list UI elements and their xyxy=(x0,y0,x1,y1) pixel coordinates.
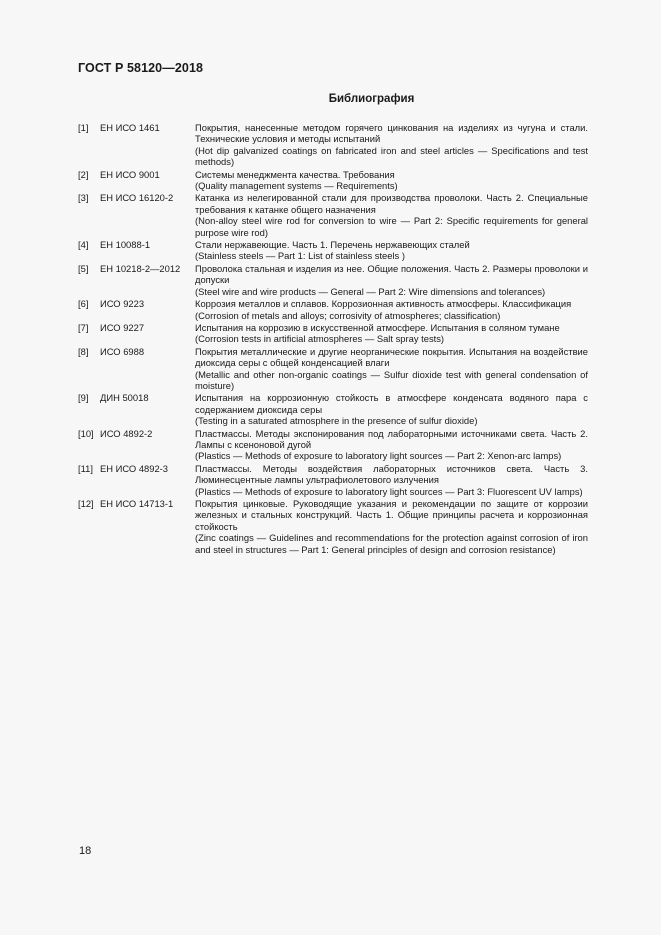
ref-title-ru: Покрытия металлические и другие неорганические покрытия. Испытания на воздействие диоксида серы с общей конденсацией влаги xyxy=(195,345,588,369)
bibliography-item xyxy=(78,463,588,497)
ref-number: [6] xyxy=(78,298,89,310)
ref-number: [5] xyxy=(78,262,89,274)
ref-title-en: (Non-alloy steel wire rod for conversion to wire — Part 2: Specific requirements for general purpose wire rod) xyxy=(195,215,588,238)
bibliography-item xyxy=(78,169,588,192)
ref-code: ИСО 9227 xyxy=(100,321,145,333)
ref-code: ЕН ИСО 16120-2 xyxy=(100,192,174,204)
ref-title-ru: Системы менеджмента качества. Требования xyxy=(195,168,395,180)
ref-title-en: (Quality management systems — Requirements) xyxy=(195,180,398,192)
ref-title-en: (Metallic and other non-organic coatings — Sulfur dioxide test with general condensation of moisture) xyxy=(195,368,588,391)
ref-title-en: (Corrosion tests in artificial atmospheres — Salt spray tests) xyxy=(195,333,445,345)
ref-number: [4] xyxy=(78,239,89,251)
ref-title-ru: Стали нержавеющие. Часть 1. Перечень нержавеющих сталей xyxy=(195,239,470,251)
ref-number: [10] xyxy=(78,427,94,439)
page-number: 18 xyxy=(79,845,92,857)
bibliography-list xyxy=(78,122,588,556)
bibliography-item xyxy=(78,428,588,462)
ref-number: [8] xyxy=(78,345,89,357)
ref-code: ИСО 6988 xyxy=(100,345,145,357)
ref-code: ЕН ИСО 1461 xyxy=(100,122,160,133)
ref-number: [3] xyxy=(78,192,89,204)
ref-number: [11] xyxy=(78,462,93,474)
ref-code: ИСО 4892-2 xyxy=(100,427,153,439)
ref-title-ru: Испытания на коррозию в искусственной атмосфере. Испытания в соляном тумане xyxy=(195,321,560,333)
ref-title-en: (Zinc coatings — Guidelines and recommendations for the protection against corrosion of iron and steel in structures — Part 1: General principles of design and corrosion resistance) xyxy=(195,532,588,555)
ref-code: ДИН 50018 xyxy=(100,392,149,404)
ref-title-ru: Коррозия металлов и сплавов. Коррозионная активность атмосферы. Классификация xyxy=(195,298,572,310)
ref-number: [2] xyxy=(78,168,89,180)
ref-title-ru: Катанка из нелегированной стали для производства проволоки. Часть 2. Специальные требования к катанке общего назначения xyxy=(195,192,588,215)
section-title: Библиография xyxy=(328,93,415,105)
bibliography-item xyxy=(78,392,588,426)
ref-title-en: (Corrosion of metals and alloys; corrosivity of atmospheres; classification) xyxy=(195,309,501,321)
ref-title-en: (Plastics — Methods of exposure to laboratory light sources — Part 3: Fluorescent UV lamps) xyxy=(195,485,583,497)
bibliography-item xyxy=(78,239,588,262)
ref-title-en: (Steel wire and wire products — General — Part 2: Wire dimensions and tolerances) xyxy=(195,285,546,297)
ref-number: [12] xyxy=(78,498,94,509)
ref-title-en: (Testing in a saturated atmosphere in the presence of sulfur dioxide) xyxy=(195,415,478,427)
ref-code: ЕН ИСО 14713-1 xyxy=(100,498,174,509)
ref-number: [7] xyxy=(78,321,89,333)
ref-code: ЕН ИСО 9001 xyxy=(100,168,160,180)
ref-number: [9] xyxy=(78,392,89,404)
bibliography-item xyxy=(78,122,588,168)
ref-title-ru: Пластмассы. Методы воздействия лабораторных источников света. Часть 3. Люминесцентные лампы ультрафиолетового излучения xyxy=(195,462,588,486)
ref-title-ru: Покрытия цинковые. Руководящие указания и рекомендации по защите от коррозии железных и стальных конструкций. Часть 1. Общие принципы расчета и коррозионная стойкость xyxy=(195,498,588,532)
ref-title-ru: Пластмассы. Методы экспонирования под лабораторными источниками света. Часть 2. Лампы с ксеноновой дугой xyxy=(195,427,588,450)
ref-code: ЕН 10218-2—2012 xyxy=(100,262,181,274)
ref-title-en: (Stainless steels — Part 1: List of stainless steels ) xyxy=(195,250,405,262)
ref-title-ru: Проволока стальная и изделия из нее. Общие положения. Часть 2. Размеры проволоки и допуски xyxy=(195,262,588,286)
ref-title-ru: Покрытия, нанесенные методом горячего цинкования на изделиях из чугуна и стали. Технические условия и методы испытаний xyxy=(195,122,588,145)
ref-title-en: (Hot dip galvanized coatings on fabricated iron and steel articles — Specifications and test methods) xyxy=(195,144,588,168)
bibliography-item xyxy=(78,346,588,392)
ref-code: ИСО 9223 xyxy=(100,298,145,310)
bibliography-item xyxy=(78,263,588,297)
ref-title-ru: Испытания на коррозионную стойкость в атмосфере конденсата водяного пара с содержанием диоксида серы xyxy=(195,392,588,415)
bibliography-item xyxy=(78,298,588,321)
bibliography-item xyxy=(78,322,588,345)
ref-title-en: (Plastics — Methods of exposure to laboratory light sources — Part 2: Xenon-arc lamps) xyxy=(195,450,562,462)
ref-code: ЕН 10088-1 xyxy=(100,239,151,251)
bibliography-item xyxy=(78,192,588,238)
document-standard-header: ГОСТ Р 58120—2018 xyxy=(78,61,204,75)
ref-code: ЕН ИСО 4892-3 xyxy=(100,462,169,474)
ref-number: [1] xyxy=(78,122,89,133)
bibliography-item xyxy=(78,498,588,555)
